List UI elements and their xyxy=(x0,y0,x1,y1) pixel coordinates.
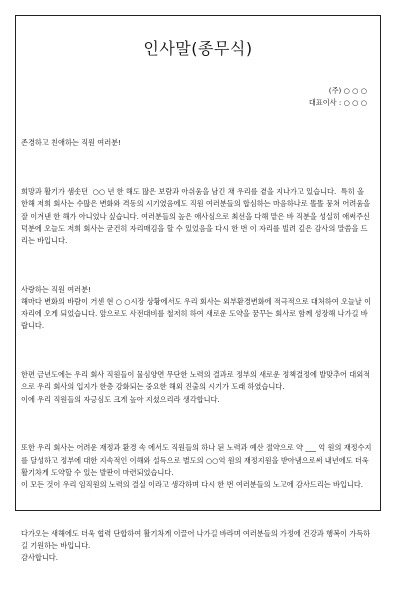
body-paragraph-3: 한편 금년도에는 우리 회사 직원들이 물심양면 무단한 노력의 결과로 정부의 새로운 정책결정에 발맞추어 대외적으로 우리 회사의 입지가 한층 강화되는 중요한 해외 진출의 시기가 도래 하였습니다. 이에 우리 직원들의 자긍심도 크게 높아 지셨으리라 생각합니다. xyxy=(21,370,371,404)
body-paragraph-4: 또한 우리 회사는 어려운 재정과 환경 속 에서도 직원들의 하나 된 노력과 예산 절약으로 약 ___ 억 원의 재정수지를 달성하고 정부에 대한 지속적인 이해와 설득으로 별도의 ○○억 원의 재정지원을 받아냄으로써 내년에도 더욱 활기차게 도약할 수 있는 발판이 마련되었습니다. 이 모든 것이 우리 임직원의 노력의 결실 이라고 생각하며 다시 한 번 여러분들의 노고에 감사드리는 바입니다. xyxy=(21,443,372,490)
greeting-paragraph: 존경하고 친애하는 직원 여러분! xyxy=(21,138,121,148)
body-paragraph-2: 사랑하는 직원 여러분! 해마다 변화의 바람이 거센 현 ○ ○시장 상황에서도 우리 회사는 외부환경변화에 적극적으로 대처하여 오늘날 이 자리에 오게 되었습니다. 앞으로도 사전대비를 철저히 하여 새로운 도약을 꿈꾸는 회사로 함께 성장해 나가길 바랍니다. xyxy=(21,284,372,331)
body-paragraph-1: 희망과 활기가 샘솟던 ○○ 년 한 해도 많은 보람과 아쉬움을 남긴 채 우리를 곁을 지나가고 있습니다. 특히 올 한해 저희 회사는 수많은 변화와 격동의 시기였음에도 직원 여러분들의 합심하는 마음하나로 똘똘 뭉쳐 어려움을 잘 이겨낸 한 해가 아니었나 싶습니다. 여러분들의 높은 애사심으로 최선을 다해 맡은 바 직분을 성실히 애써주신 덕분에 오늘도 저희 회사는 굳건히 자리매김을 할 수 있었음을 다시 한 번 이 자리를 빌려 깊은 감사의 말씀을 드리는 바입니다. xyxy=(21,187,373,246)
ceo-line: 대표이사 : ○ ○ ○ xyxy=(308,98,367,107)
closing-paragraph: 다가오는 새해에도 더욱 협력 단합하여 활기차게 이끌어 나가길 바라며 여러분들의 가정에 건강과 행복이 가득하길 기원하는 바입니다. 감사합니다. xyxy=(21,528,371,563)
document-title: 인사말(종무식) xyxy=(143,39,253,58)
company-line: (주) ○ ○ ○ xyxy=(328,86,367,95)
document-page xyxy=(15,15,381,563)
